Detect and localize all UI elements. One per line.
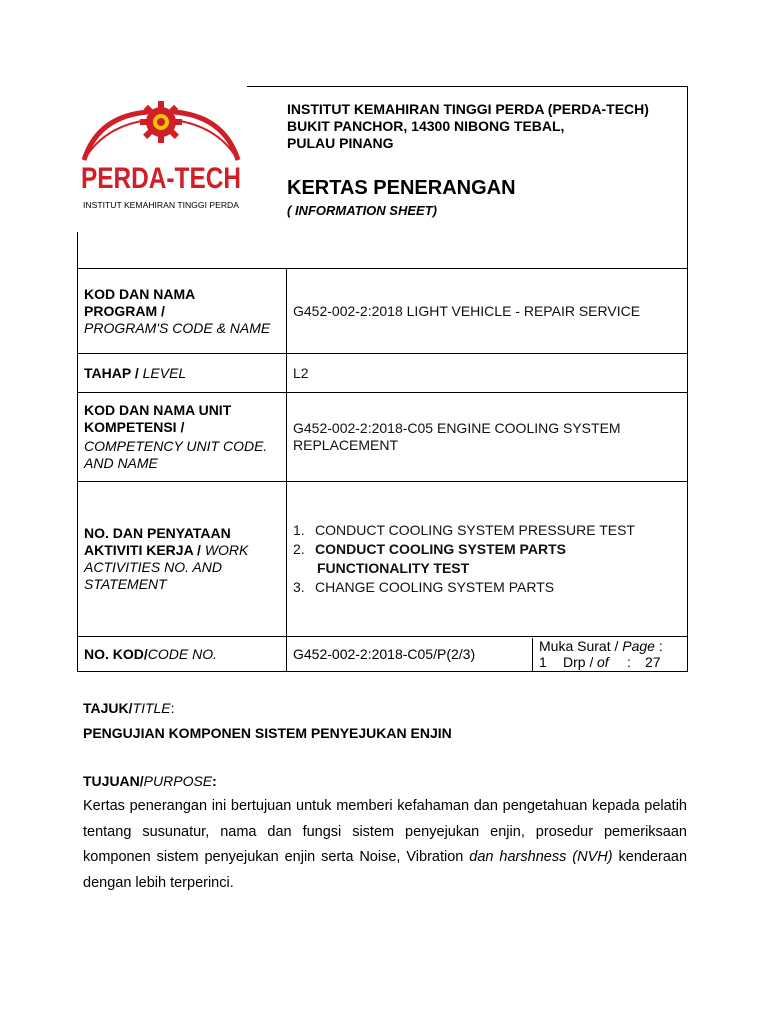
page-colon2: :: [627, 654, 631, 670]
activity-number: 2.: [293, 541, 305, 557]
level-label-ms: TAHAP /: [84, 364, 139, 381]
level-label: [78, 354, 287, 393]
purpose-text-1: Kertas penerangan ini bertujuan untuk memberi kefahaman dan pengetahuan kepada pelatih tentang susunatur, nama dan fungsi sistem penyejukan enjin, prosedur pemeriksaan komponen sistem penyejukan enjin serta Noise, Vibration: [83, 798, 687, 865]
purpose-label-en: PURPOSE: [143, 773, 213, 789]
unit-label-line2: KOMPETENSI /: [84, 419, 185, 435]
title-label: [83, 700, 175, 716]
purpose-text-2: kenderaan dengan lebih terperinci.: [83, 849, 688, 891]
perda-tech-logo: [76, 98, 246, 218]
institute-address: [287, 101, 649, 152]
table-row-program: [78, 269, 688, 354]
table-row-level: [78, 354, 688, 393]
list-item: [293, 521, 681, 540]
activity-text: CHANGE COOLING SYSTEM PARTS: [315, 579, 555, 595]
gear-icon: [140, 101, 182, 143]
page-label-en: Page: [622, 638, 655, 654]
table-row-unit: [78, 393, 688, 482]
activities-label: [78, 482, 287, 637]
program-label-line1: KOD DAN NAMA: [84, 285, 196, 302]
activities-label-en2: ACTIVITIES NO. AND STATEMENT: [84, 559, 222, 592]
page-drp: Drp /: [563, 654, 594, 670]
table-row-activities: [78, 482, 688, 637]
level-value: L2: [287, 354, 688, 393]
title-label-ms: TAJUK/: [83, 700, 133, 716]
code-value: G452-002-2:2018-C05/P(2/3): [293, 645, 476, 662]
program-value: G452-002-2:2018 LIGHT VEHICLE - REPAIR SERVICE: [287, 269, 688, 354]
purpose-label-ms: TUJUAN/: [83, 773, 144, 789]
institute-street: BUKIT PANCHOR, 14300 NIBONG TEBAL,: [287, 118, 565, 134]
header-left-border: [77, 232, 78, 269]
header-top-border: [247, 86, 688, 87]
institute-state: PULAU PINANG: [287, 135, 394, 151]
code-label-ms: NO. KOD/: [84, 645, 148, 662]
table-row-code: [78, 637, 688, 672]
activity-text-line2: FUNCTIONALITY TEST: [317, 560, 470, 576]
page-colon: :: [658, 638, 663, 654]
purpose-label: [83, 773, 217, 789]
activities-label-line2: AKTIVITI KERJA /: [84, 542, 201, 558]
list-item: [293, 578, 681, 597]
purpose-text-italic: dan harshness (NVH): [469, 849, 613, 865]
page-total: 27: [645, 654, 661, 670]
code-value-cell: [287, 637, 688, 672]
purpose-label-colon: :: [212, 773, 217, 789]
unit-label-en: COMPETENCY UNIT CODE. AND NAME: [84, 438, 268, 471]
activity-text: [315, 540, 566, 578]
code-label-en: CODE NO.: [147, 645, 218, 662]
unit-label-line1: KOD DAN NAMA UNIT: [84, 402, 232, 418]
page-number: 1: [539, 654, 547, 670]
level-label-en: LEVEL: [142, 364, 187, 381]
unit-label: [78, 393, 287, 482]
unit-value: [287, 393, 688, 482]
activities-label-line1: NO. DAN PENYATAAN: [84, 525, 231, 541]
activity-number: 1.: [293, 522, 305, 538]
logo-right-arc: [174, 112, 238, 160]
program-info-table: [77, 268, 688, 672]
activity-text: CONDUCT COOLING SYSTEM PRESSURE TEST: [315, 522, 635, 538]
purpose-paragraph: [83, 794, 687, 896]
header-right-border: [687, 86, 688, 269]
title-value: PENGUJIAN KOMPONEN SISTEM PENYEJUKAN ENJIN: [83, 725, 452, 741]
unit-value-line2: REPLACEMENT: [293, 437, 399, 453]
activities-list: [293, 521, 681, 597]
institute-name: INSTITUT KEMAHIRAN TINGGI PERDA (PERDA-TECH): [287, 101, 649, 117]
logo-left-arc: [84, 112, 148, 160]
activities-label-en1: WORK: [204, 542, 249, 558]
document-title: KERTAS PENERANGAN: [287, 177, 516, 199]
activity-text-line1: CONDUCT COOLING SYSTEM PARTS: [315, 541, 566, 557]
activities-value: [287, 482, 688, 637]
program-label: [78, 269, 287, 354]
document-subtitle: ( INFORMATION SHEET): [287, 203, 437, 218]
page-counter: [532, 638, 687, 671]
program-label-line2: PROGRAM /: [84, 302, 165, 319]
page-label: Muka Surat /: [539, 638, 619, 654]
activity-number: 3.: [293, 579, 305, 595]
title-label-en: TITLE: [132, 700, 171, 716]
program-label-en: PROGRAM'S CODE & NAME: [84, 319, 271, 336]
page-of: of: [597, 654, 609, 670]
code-label: [78, 637, 287, 672]
logo-wordmark: PERDA-TECH: [81, 162, 241, 195]
logo-tagline: INSTITUT KEMAHIRAN TINGGI PERDA: [83, 201, 240, 210]
unit-value-line1: G452-002-2:2018-C05 ENGINE COOLING SYSTEM: [293, 420, 621, 436]
title-label-colon: :: [170, 700, 175, 716]
list-item: [293, 540, 681, 578]
